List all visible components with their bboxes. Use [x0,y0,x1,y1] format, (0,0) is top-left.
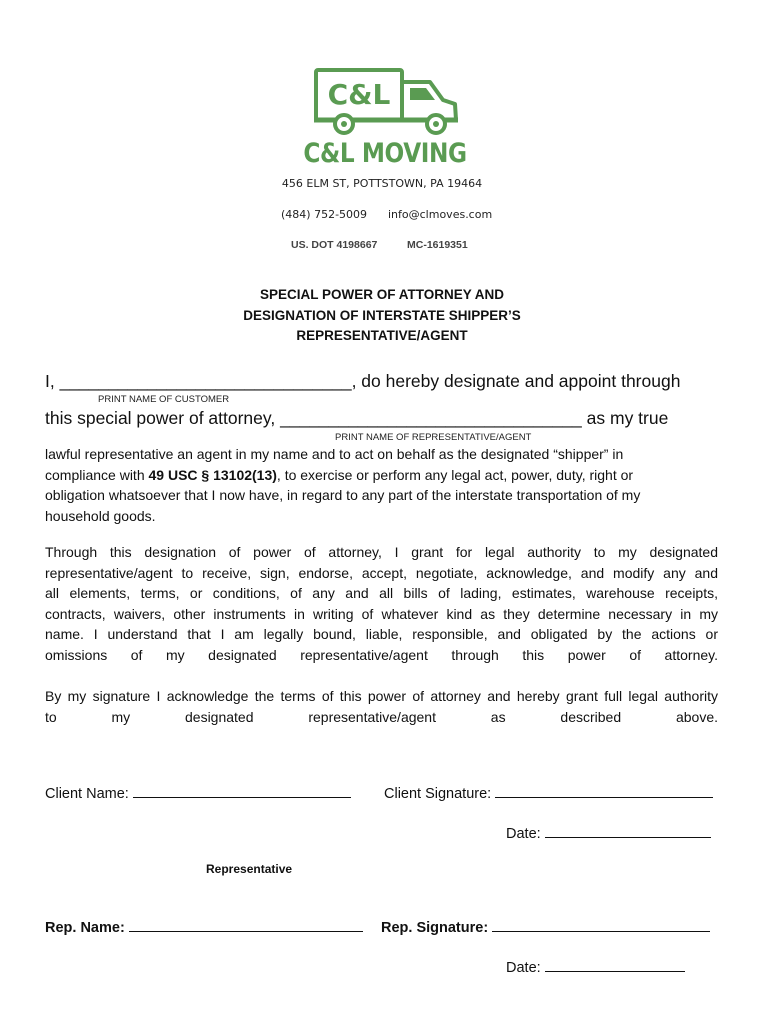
rep-date-line[interactable] [545,971,685,972]
paragraph-1-line: compliance with 49 USC § 13102(13), to exercise or perform any legal act, power, duty, right or [45,466,634,483]
paragraph-2-line: Through this designation of power of attorney, I grant for legal authority to my designated [45,544,718,560]
caption-agent: PRINT NAME OF REPRESENTATIVE/AGENT [335,432,532,443]
client-signature-line[interactable] [495,797,713,798]
client-signature-label: Client Signature: [384,786,492,802]
paragraph-2 [45,542,718,665]
paragraph-2-line: representative/agent to receive, sign, endorse, accept, negotiate, acknowledge, and modify any and [45,564,718,581]
designation-line-1: I, ______________________________, do hereby designate and appoint through [45,371,681,391]
client-name-label: Client Name: [45,786,129,802]
rep-name-label: Rep. Name: [45,920,125,936]
paragraph-1-line: obligation whatsoever that I now have, in regard to any part of the interstate transportation of my [45,487,641,503]
rep-signature-field[interactable] [381,920,710,936]
client-date-line[interactable] [545,837,711,838]
company-email: info@clmoves.com [388,208,493,221]
paragraph-2-line: name. I understand that I am legally bound, liable, responsible, and obligated by the actions or [45,626,718,642]
client-date-field[interactable] [506,826,711,842]
representative-heading: Representative [206,862,293,876]
paragraph-3-line: to my designated representative/agent as described above. [45,708,718,725]
client-name-line[interactable] [133,797,351,798]
rep-name-line[interactable] [129,931,363,932]
logo-text: C&L [327,78,391,111]
client-signature-field[interactable] [384,786,713,802]
rep-signature-label: Rep. Signature: [381,920,489,936]
paragraph-3 [45,686,718,727]
paragraph-3-line: By my signature I acknowledge the terms of this power of attorney and hereby grant full legal authority [45,688,718,704]
paragraph-1-line: lawful representative an agent in my name and to act on behalf as the designated “shipper” in [45,446,624,462]
caption-customer: PRINT NAME OF CUSTOMER [98,394,230,405]
paragraph-2-line: omissions of my designated representative/agent through this power of attorney. [45,646,718,663]
client-name-field[interactable] [45,786,351,802]
paragraph-2-line: all elements, terms, or conditions, of any and all bills of lading, estimates, warehouse receipts, [45,585,718,601]
company-address: 456 ELM ST, POTTSTOWN, PA 19464 [281,177,483,190]
mc-number: MC-1619351 [407,239,468,251]
company-phone: (484) 752-5009 [281,208,368,221]
statute-reference: 49 USC § 13102(13) [148,466,277,483]
document-title [0,285,764,347]
rep-date-label: Date: [506,960,541,976]
rep-date-field[interactable] [506,960,685,976]
rep-signature-line[interactable] [492,931,710,932]
title-line-3: REPRESENTATIVE/AGENT [296,328,468,343]
paragraph-2-line: contracts, waivers, other instruments in writing of whatever kind as they determine necessary in my [45,605,718,622]
truck-logo-icon [300,62,470,138]
title-line-2: DESIGNATION OF INTERSTATE SHIPPER’S [243,307,521,323]
usdot-number: US. DOT 4198667 [291,239,378,251]
rep-name-field[interactable] [45,920,363,936]
paragraph-1 [45,444,718,526]
paragraph-1-line: household goods. [45,507,156,524]
client-date-label: Date: [506,826,541,842]
company-name: C&L MOVING [303,138,467,169]
designation-line-2: this special power of attorney, _______________________________ as my true [45,408,669,428]
title-line-1: SPECIAL POWER OF ATTORNEY AND [259,287,505,302]
